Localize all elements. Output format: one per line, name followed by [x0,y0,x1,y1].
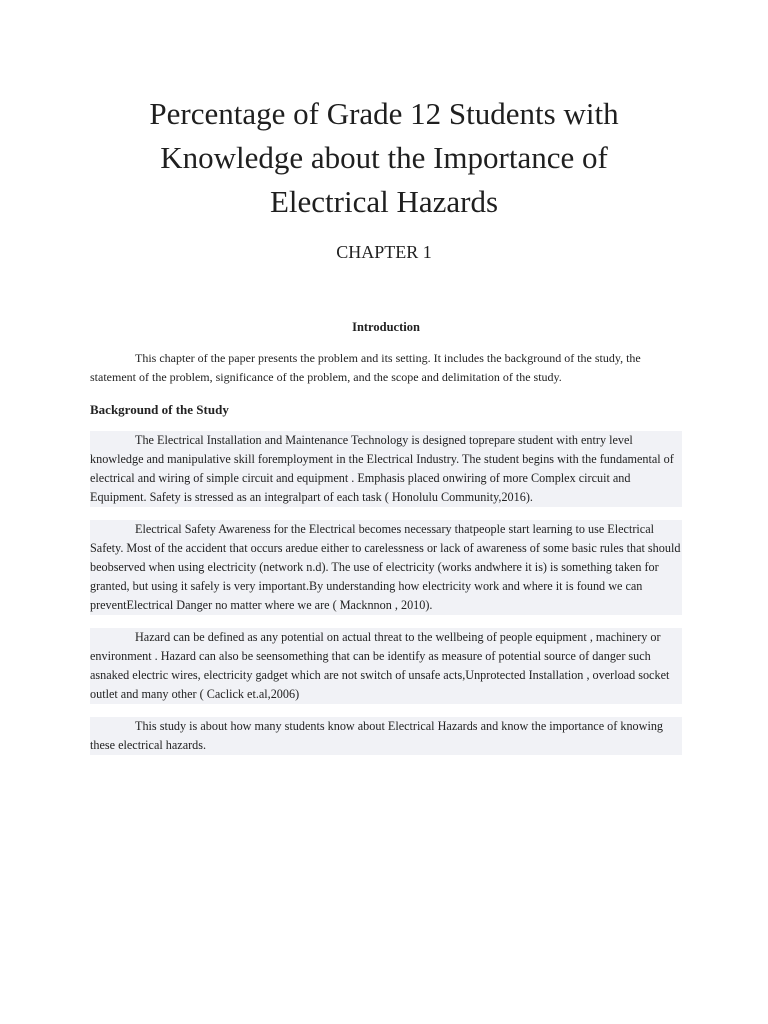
body-paragraph-4: This study is about how many students know about Electrical Hazards and know the importance of knowing these electrical hazards. [90,717,682,755]
chapter-label: CHAPTER 1 [336,242,432,262]
body-paragraph-3: Hazard can be defined as any potential on actual threat to the wellbeing of people equipment , machinery or environment . Hazard can also be seensomething that can be identify as measure of potential source of danger such asnaked electric wires, electricity gadget which are not switch of unsafe acts,Unprotected Installation , overload socket outlet and many other ( Caclick et.al,2006) [90,628,682,704]
body-paragraph-2: Electrical Safety Awareness for the Electrical becomes necessary thatpeople start learning to use Electrical Safety. Most of the accident that occurs aredue either to carelessness or lack of awareness of some basic rules that should beobserved when using electricity (network n.d). The use of electricity (works andwhere it is) is something taken for granted, but using it safely is very important.By understanding how electricity work and where it is found we can preventElectrical Danger no matter where we are ( Macknnon , 2010). [90,520,682,615]
background-heading: Background of the Study [90,402,229,417]
title-line-1: Percentage of Grade 12 Students with [149,96,619,131]
title-line-2: Knowledge about the Importance of [160,140,608,175]
document-title [0,92,768,224]
introduction-heading: Introduction [352,320,420,334]
title-line-3: Electrical Hazards [269,184,499,219]
introduction-paragraph: This chapter of the paper presents the problem and its setting. It includes the background of the study, the statement of the problem, significance of the problem, and the scope and delimitation of the study. [90,351,641,384]
body-paragraph-1: The Electrical Installation and Maintenance Technology is designed toprepare student with entry level knowledge and manipulative skill foremployment in the Electrical Industry. The student begins with the fundamental of electrical and wiring of simple circuit and equipment . Emphasis placed onwiring of more Complex circuit and Equipment. Safety is stressed as an integralpart of each task ( Honolulu Community,2016). [90,431,682,507]
document-body [90,318,682,768]
